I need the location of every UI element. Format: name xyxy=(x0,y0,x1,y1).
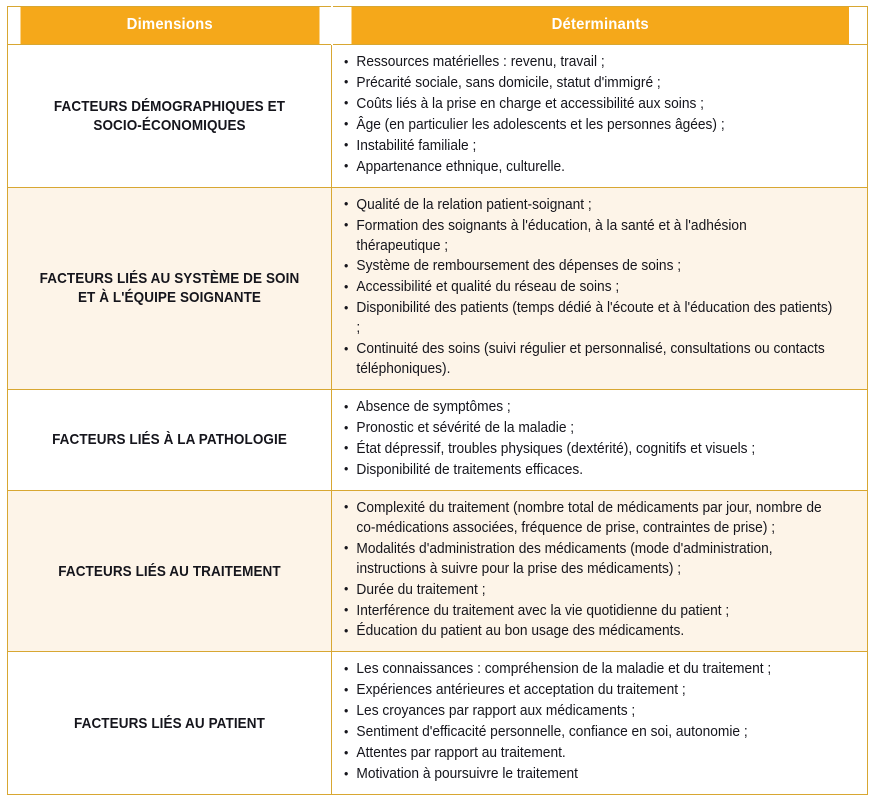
table-row xyxy=(8,652,868,795)
determinants-cell xyxy=(332,187,868,389)
determinant-item: • Les connaissances : compréhension de la maladie et du traitement ; xyxy=(344,660,834,680)
determinant-item: • Éducation du patient au bon usage des médicaments. xyxy=(344,622,834,642)
dimension-label: FACTEURS DÉMOGRAPHIQUES ET SOCIO-ÉCONOMIQUES xyxy=(53,97,286,134)
determinant-item: • Les croyances par rapport aux médicaments ; xyxy=(344,702,834,722)
determinant-item: • Disponibilité de traitements efficaces. xyxy=(344,461,834,481)
determinant-item: • Système de remboursement des dépenses de soins ; xyxy=(344,257,834,277)
column-header-determinants: Déterminants xyxy=(350,7,848,45)
determinant-item: • Sentiment d'efficacité personnelle, confiance en soi, autonomie ; xyxy=(344,723,834,743)
determinant-item: • Ressources matérielles : revenu, travail ; xyxy=(344,53,834,73)
determinant-item: • État dépressif, troubles physiques (dextérité), cognitifs et visuels ; xyxy=(344,440,834,460)
determinants-cell xyxy=(332,490,868,652)
determinant-item: • Complexité du traitement (nombre total de médicaments par jour, nombre de co-médications associées, fréquence de prise, contraintes de prise) ; xyxy=(344,499,834,539)
table-header xyxy=(8,7,868,45)
determinant-list xyxy=(344,660,857,785)
determinant-item: • Accessibilité et qualité du réseau de soins ; xyxy=(344,278,834,298)
determinants-cell xyxy=(332,390,868,491)
dimension-label: FACTEURS LIÉS AU SYSTÈME DE SOIN ET À L'ÉQUIPE SOIGNANTE xyxy=(39,270,300,307)
determinant-item: • Formation des soignants à l'éducation, à la santé et à l'adhésion thérapeutique ; xyxy=(344,217,834,257)
determinant-list xyxy=(344,499,857,643)
determinants-cell xyxy=(332,45,868,188)
factors-determinants-table xyxy=(7,6,868,795)
table-row xyxy=(8,490,868,652)
determinant-item: • Pronostic et sévérité de la maladie ; xyxy=(344,419,834,439)
determinant-item: • Interférence du traitement avec la vie quotidienne du patient ; xyxy=(344,602,834,622)
determinant-item: • Modalités d'administration des médicaments (mode d'administration, instructions à suivre pour la prise des médicaments) ; xyxy=(344,540,834,580)
dimension-label: FACTEURS LIÉS AU PATIENT xyxy=(74,714,265,732)
determinant-item: • Motivation à poursuivre le traitement xyxy=(344,765,834,785)
table-row xyxy=(8,45,868,188)
dimension-cell xyxy=(8,652,332,795)
dimension-label: FACTEURS LIÉS À LA PATHOLOGIE xyxy=(52,431,287,449)
column-header-dimensions: Dimensions xyxy=(19,7,320,45)
dimension-cell xyxy=(8,390,332,491)
determinant-item: • Coûts liés à la prise en charge et accessibilité aux soins ; xyxy=(344,95,834,115)
determinant-item: • Absence de symptômes ; xyxy=(344,398,834,418)
determinant-item: • Instabilité familiale ; xyxy=(344,137,834,157)
determinant-item: • Continuité des soins (suivi régulier et personnalisé, consultations ou contacts téléphoniques). xyxy=(344,340,834,380)
dimension-label: FACTEURS LIÉS AU TRAITEMENT xyxy=(58,562,281,580)
determinant-list xyxy=(344,398,857,481)
determinant-item: • Qualité de la relation patient-soignant ; xyxy=(344,196,834,216)
dimension-cell xyxy=(8,187,332,389)
determinants-cell xyxy=(332,652,868,795)
determinant-item: • Expériences antérieures et acceptation du traitement ; xyxy=(344,681,834,701)
dimension-cell xyxy=(8,490,332,652)
table-row xyxy=(8,390,868,491)
determinant-item: • Attentes par rapport au traitement. xyxy=(344,744,834,764)
table-body xyxy=(8,45,868,795)
determinant-list xyxy=(344,196,857,380)
table-row xyxy=(8,187,868,389)
header-row xyxy=(8,7,868,45)
dimension-cell xyxy=(8,45,332,188)
determinant-item: • Disponibilité des patients (temps dédié à l'écoute et à l'éducation des patients) ; xyxy=(344,299,834,339)
determinant-item: • Précarité sociale, sans domicile, statut d'immigré ; xyxy=(344,74,834,94)
determinant-item: • Durée du traitement ; xyxy=(344,581,834,601)
determinant-list xyxy=(344,53,857,178)
determinant-item: • Âge (en particulier les adolescents et les personnes âgées) ; xyxy=(344,116,834,136)
determinant-item: • Appartenance ethnique, culturelle. xyxy=(344,158,834,178)
